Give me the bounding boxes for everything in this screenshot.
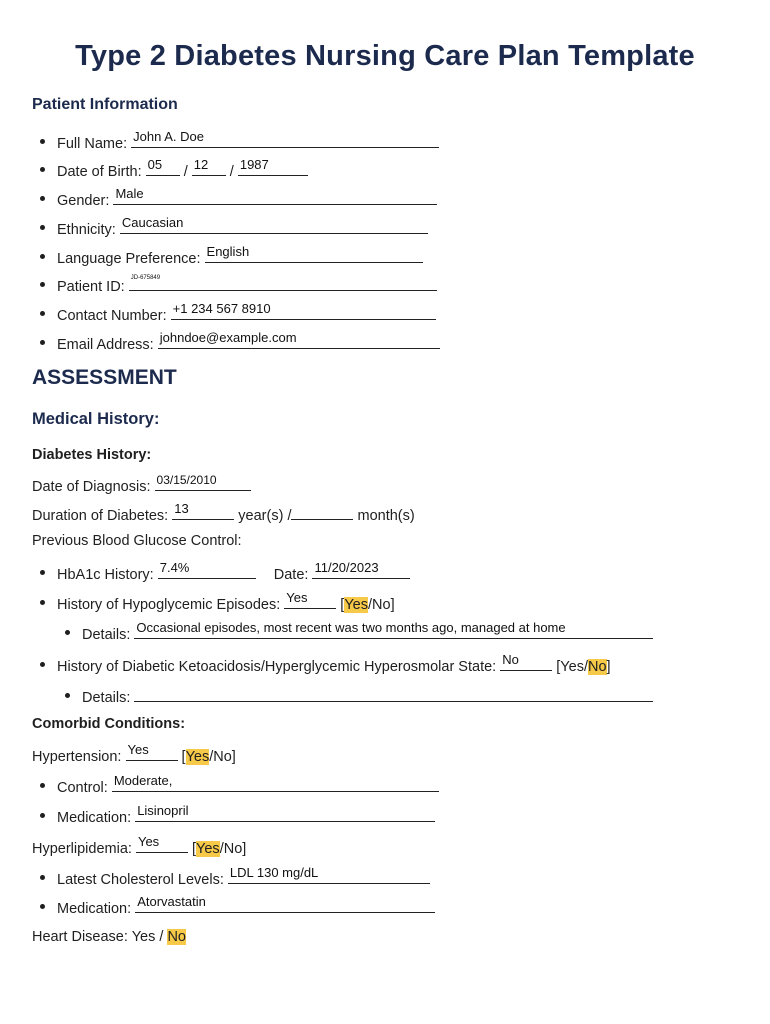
yn-slash: / bbox=[583, 659, 588, 675]
gender-row bbox=[57, 186, 437, 209]
bracket-open: [ bbox=[181, 749, 186, 765]
dob-slash: / bbox=[229, 164, 234, 180]
dka-field[interactable] bbox=[500, 652, 552, 671]
htn-field[interactable] bbox=[126, 742, 178, 761]
cholesterol-value: LDL 130 mg/dL bbox=[229, 865, 319, 880]
language-row bbox=[57, 244, 423, 267]
htn-row bbox=[32, 742, 236, 765]
dob-year-field[interactable] bbox=[238, 157, 308, 176]
diagnosis-label: Date of Diagnosis: bbox=[32, 479, 151, 495]
language-value: English bbox=[206, 244, 250, 259]
diabetes-history-heading: Diabetes History: bbox=[32, 447, 152, 463]
diagnosis-row bbox=[32, 475, 251, 495]
htn-control-field[interactable] bbox=[112, 773, 439, 792]
dka-details-label: Details: bbox=[82, 690, 131, 706]
dob-day-value: 12 bbox=[193, 157, 209, 172]
patient-id-label: Patient ID: bbox=[57, 279, 125, 295]
hypo-details-label: Details: bbox=[82, 627, 131, 643]
htn-yes-option[interactable]: Yes bbox=[185, 749, 210, 765]
htn-control-row bbox=[57, 773, 439, 796]
bracket-open: [ bbox=[556, 659, 561, 675]
heart-no-option[interactable]: No bbox=[167, 929, 186, 945]
hld-field[interactable] bbox=[136, 834, 188, 853]
hld-med-value: Atorvastatin bbox=[137, 894, 206, 909]
hba1c-date-label: Date: bbox=[273, 567, 309, 583]
assessment-heading: ASSESSMENT bbox=[32, 366, 177, 389]
bracket-open: [ bbox=[192, 841, 197, 857]
dka-label: History of Diabetic Ketoacidosis/Hyperglycemic Hyperosmolar State: bbox=[57, 659, 497, 675]
comorbid-heading: Comorbid Conditions: bbox=[32, 716, 186, 732]
patient-id-row bbox=[57, 275, 437, 295]
contact-row bbox=[57, 301, 436, 324]
dka-value: No bbox=[502, 652, 519, 667]
gender-field[interactable] bbox=[113, 186, 437, 205]
dka-row bbox=[57, 652, 611, 675]
months-unit: month(s) bbox=[357, 508, 415, 524]
ethnicity-field[interactable] bbox=[120, 215, 428, 234]
ethnicity-value: Caucasian bbox=[121, 215, 184, 230]
htn-med-label: Medication: bbox=[57, 810, 132, 826]
email-field[interactable] bbox=[158, 330, 440, 349]
full-name-field[interactable] bbox=[131, 129, 439, 148]
gender-label: Gender: bbox=[57, 193, 110, 209]
duration-years-value: 13 bbox=[174, 501, 189, 516]
hba1c-field[interactable] bbox=[158, 560, 256, 579]
htn-med-value: Lisinopril bbox=[137, 803, 189, 818]
yn-slash: / bbox=[209, 749, 214, 765]
heart-yes-option[interactable]: Yes bbox=[131, 929, 156, 945]
cholesterol-field[interactable] bbox=[228, 865, 430, 884]
heart-slash: / bbox=[155, 929, 168, 945]
dob-label: Date of Birth: bbox=[57, 164, 142, 180]
hypo-yes-option[interactable]: Yes bbox=[344, 597, 368, 613]
duration-months-field[interactable] bbox=[291, 504, 353, 520]
bracket-close: ] bbox=[231, 749, 236, 765]
patient-id-value: JD-675849 bbox=[130, 275, 161, 281]
hypo-details-field[interactable] bbox=[134, 620, 653, 639]
dka-yes-option[interactable]: Yes bbox=[560, 659, 584, 675]
diagnosis-field[interactable] bbox=[155, 475, 251, 491]
diagnosis-value: 03/15/2010 bbox=[156, 473, 217, 487]
htn-label: Hypertension: bbox=[32, 749, 122, 765]
hypo-no-option[interactable]: No bbox=[372, 597, 391, 613]
hld-med-field[interactable] bbox=[135, 894, 435, 913]
hld-med-label: Medication: bbox=[57, 901, 132, 917]
bracket-close: ] bbox=[606, 659, 611, 675]
full-name-value: John A. Doe bbox=[133, 129, 204, 144]
heart-disease-row bbox=[32, 929, 186, 945]
duration-row bbox=[32, 501, 415, 524]
duration-years-field[interactable] bbox=[172, 501, 234, 520]
bracket-close: ] bbox=[242, 841, 247, 857]
contact-field[interactable] bbox=[171, 301, 436, 320]
language-field[interactable] bbox=[205, 244, 423, 263]
prev-control-label: Previous Blood Glucose Control: bbox=[32, 533, 242, 549]
dka-details-field[interactable] bbox=[134, 686, 653, 702]
htn-no-option[interactable]: No bbox=[213, 749, 232, 765]
contact-label: Contact Number: bbox=[57, 308, 167, 324]
hypo-row bbox=[57, 590, 395, 613]
duration-slash: / bbox=[287, 508, 292, 524]
hld-no-option[interactable]: No bbox=[223, 841, 243, 857]
hypo-details-value: Occasional episodes, most recent was two months ago, managed at home bbox=[136, 620, 566, 635]
dob-day-field[interactable] bbox=[192, 157, 226, 176]
cholesterol-row bbox=[57, 865, 430, 888]
full-name-label: Full Name: bbox=[57, 136, 128, 152]
duration-label: Duration of Diabetes: bbox=[32, 508, 169, 524]
dob-row bbox=[57, 157, 308, 180]
patient-id-field[interactable] bbox=[129, 275, 437, 291]
htn-value: Yes bbox=[127, 742, 149, 757]
dob-year-value: 1987 bbox=[239, 157, 269, 172]
gender-value: Male bbox=[115, 186, 144, 201]
bracket-close: ] bbox=[390, 597, 395, 613]
hld-med-row bbox=[57, 894, 435, 917]
hld-label: Hyperlipidemia: bbox=[32, 841, 132, 857]
email-row bbox=[57, 330, 440, 353]
dka-no-option[interactable]: No bbox=[587, 659, 607, 675]
heart-disease-label: Heart Disease: bbox=[32, 929, 128, 945]
dob-slash: / bbox=[183, 164, 188, 180]
hypo-value: Yes bbox=[286, 590, 308, 605]
hba1c-date-value: 11/20/2023 bbox=[314, 560, 379, 575]
email-label: Email Address: bbox=[57, 337, 154, 353]
email-value: johndoe@example.com bbox=[159, 330, 297, 345]
hba1c-value: 7.4% bbox=[159, 560, 190, 575]
bracket-open: [ bbox=[340, 597, 345, 613]
yn-slash: / bbox=[367, 597, 373, 613]
document-title: Type 2 Diabetes Nursing Care Plan Template bbox=[75, 40, 695, 72]
patient-info-heading: Patient Information bbox=[32, 96, 178, 113]
hypo-label: History of Hypoglycemic Episodes: bbox=[57, 597, 281, 613]
htn-med-row bbox=[57, 803, 435, 826]
ethnicity-label: Ethnicity: bbox=[57, 222, 116, 238]
language-label: Language Preference: bbox=[57, 251, 201, 267]
dob-month-value: 05 bbox=[147, 157, 163, 172]
htn-control-label: Control: bbox=[57, 780, 108, 796]
htn-control-value: Moderate, bbox=[113, 773, 173, 788]
hba1c-label: HbA1c History: bbox=[57, 567, 154, 583]
medical-history-heading: Medical History: bbox=[32, 410, 160, 428]
dob-month-field[interactable] bbox=[146, 157, 180, 176]
htn-med-field[interactable] bbox=[135, 803, 435, 822]
hld-row bbox=[32, 834, 247, 857]
yn-slash: / bbox=[219, 841, 224, 857]
hypo-field[interactable] bbox=[284, 590, 336, 609]
years-unit: year(s) bbox=[238, 508, 284, 524]
dka-details-row bbox=[82, 686, 653, 706]
hld-yes-option[interactable]: Yes bbox=[196, 841, 220, 857]
full-name-row bbox=[57, 129, 439, 152]
hba1c-date-field[interactable] bbox=[312, 560, 410, 579]
ethnicity-row bbox=[57, 215, 428, 238]
cholesterol-label: Latest Cholesterol Levels: bbox=[57, 872, 224, 888]
hld-value: Yes bbox=[137, 834, 160, 849]
hypo-details-row bbox=[82, 620, 653, 643]
hba1c-row bbox=[57, 560, 410, 583]
contact-value: +1 234 567 8910 bbox=[172, 301, 271, 316]
